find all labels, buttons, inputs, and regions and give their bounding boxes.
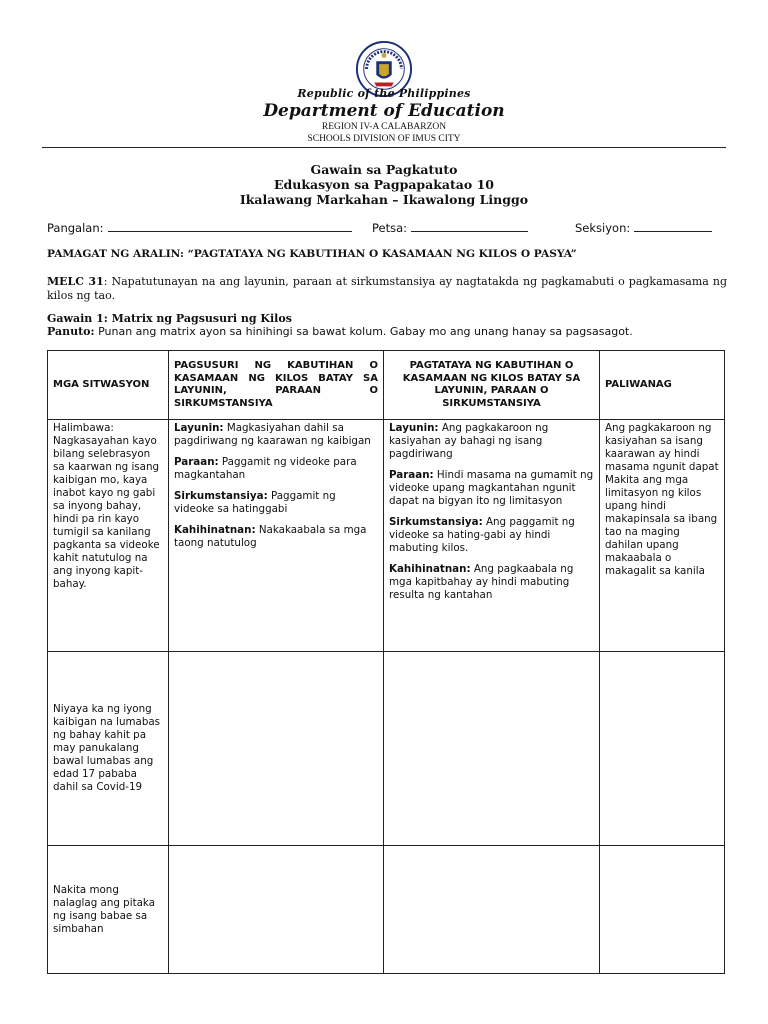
instruction-text: Punan ang matrix ayon sa hinihingi sa bawat kolum. Gabay mo ang unang hanay sa pagsasagot. <box>94 325 633 338</box>
situation-example: Halimbawa: Nagkasayahan kayo bilang selebrasyon sa kaarwan ng isang kaibigan mo, kaya inabot kayo ng gabi sa inyong bahay, hindi pa rin kayo tumigil sa kanilang pagkanta sa videoke kahit natutulog na ang inyong kapit-bahay. <box>48 420 169 652</box>
table-row <box>48 652 725 846</box>
evaluation-sirk-label: Sirkumstansiya: <box>389 516 483 528</box>
situation-3: Nakita mong nalaglag ang pitaka ng isang babae sa simbahan <box>48 846 169 974</box>
table-row <box>48 420 725 652</box>
region-label: REGION IV-A CALABARZON <box>321 122 447 132</box>
subject-title: Edukasyon sa Pagpapakatao 10 <box>274 177 494 192</box>
analysis-layunin: Magkasiyahan dahil sa pagdiriwang ng kaarawan ng kaibigan <box>174 422 371 447</box>
evaluation-paraan: Hindi masama na gumamit ng videoke upang magkantahan ngunit dapat na bigyan ito ng limitasyon <box>389 469 594 507</box>
evaluation-answer-cell[interactable] <box>384 652 600 846</box>
section-blank[interactable] <box>634 221 712 232</box>
analysis-example <box>169 420 384 652</box>
quarter-week-title: Ikalawang Markahan – Ikawalong Linggo <box>239 192 529 207</box>
analysis-answer-cell[interactable] <box>169 652 384 846</box>
date-blank[interactable] <box>411 221 528 232</box>
date-label: Petsa: <box>372 221 408 235</box>
matrix-table <box>47 350 725 974</box>
header-divider <box>42 147 726 148</box>
lesson-title: “PAGTATAYA NG KABUTIHAN O KASAMAAN NG KILOS O PASYA” <box>187 248 577 260</box>
department-title: Department of Education <box>263 101 505 121</box>
analysis-paraan: Paggamit ng videoke para magkantahan <box>174 456 357 481</box>
activity-line <box>47 312 727 325</box>
header-situations: MGA SITWASYON <box>48 351 169 420</box>
lesson-label: PAMAGAT NG ARALIN: <box>47 248 184 260</box>
evaluation-answer-cell[interactable] <box>384 846 600 974</box>
section-label: Seksiyon: <box>575 221 631 235</box>
header-explanation: PALIWANAG <box>600 351 725 420</box>
melc-label: MELC 31 <box>47 275 104 288</box>
instruction-line <box>47 325 727 338</box>
instruction-label: Panuto: <box>47 325 95 338</box>
evaluation-layunin-label: Layunin: <box>389 422 439 434</box>
table-row <box>48 846 725 974</box>
analysis-sirk: Paggamit ng videoke sa hatinggabi <box>174 490 336 515</box>
activity-label: Gawain 1 <box>47 312 104 325</box>
activity-title: : Matrix ng Pagsusuri ng Kilos <box>103 312 292 325</box>
header-evaluation: PAGTATAYA NG KABUTIHAN O KASAMAAN NG KILOS BATAY SA LAYUNIN, PARAAN O SIRKUMSTANSIYA <box>384 351 600 420</box>
name-field[interactable] <box>47 221 352 235</box>
analysis-sirk-label: Sirkumstansiya: <box>174 490 268 502</box>
division-label: SCHOOLS DIVISION OF IMUS CITY <box>307 134 461 144</box>
evaluation-kahi: Ang pagkaabala ng mga kapitbahay ay hindi mabuting resulta ng kantahan <box>389 563 574 601</box>
situation-2: Niyaya ka ng iyong kaibigan na lumabas ng bahay kahit pa may panukalang bawal lumabas ang edad 17 pababa dahil sa Covid-19 <box>48 652 169 846</box>
header-analysis: PAGSUSURI NG KABUTIHAN O KASAMAAN NG KILOS BATAY SA LAYUNIN, PARAAN O SIRKUMSTANSIYA <box>169 351 384 420</box>
analysis-answer-cell[interactable] <box>169 846 384 974</box>
activity-sheet-title: Gawain sa Pagkatuto <box>310 162 458 177</box>
date-field[interactable] <box>372 221 528 235</box>
section-field[interactable] <box>575 221 712 235</box>
evaluation-sirk: Ang paggamit ng videoke sa hating-gabi ay hindi mabuting kilos. <box>389 516 575 554</box>
analysis-kahi: Nakakaabala sa mga taong natutulog <box>174 524 367 549</box>
analysis-layunin-label: Layunin: <box>174 422 224 434</box>
evaluation-kahi-label: Kahihinatnan: <box>389 563 471 575</box>
explanation-example: Ang pagkakaroon ng kasiyahan sa isang kaarawan ay hindi masama ngunit dapat Makita ang mga limitasyon ng kilos upang hindi makapinsala sa ibang tao na maging dahilan upang makaabala o makagalit sa kanila <box>600 420 725 652</box>
evaluation-layunin: Ang pagkakaroon ng kasiyahan ay bahagi ng isang pagdiriwang <box>389 422 549 460</box>
analysis-paraan-label: Paraan: <box>174 456 219 468</box>
lesson-title-line <box>47 248 727 260</box>
republic-label: Republic of the Philippines <box>297 87 471 100</box>
evaluation-paraan-label: Paraan: <box>389 469 434 481</box>
analysis-kahi-label: Kahihinatnan: <box>174 524 256 536</box>
evaluation-example <box>384 420 600 652</box>
melc-paragraph <box>47 275 727 303</box>
explanation-answer-cell[interactable] <box>600 652 725 846</box>
name-blank[interactable] <box>108 221 352 232</box>
explanation-answer-cell[interactable] <box>600 846 725 974</box>
table-header-row <box>48 351 725 420</box>
melc-text: : Napatutunayan na ang layunin, paraan at sirkumstansiya ay nagtatakda ng pagkamabuti o pagkamasama ng kilos ng tao. <box>47 275 727 302</box>
name-label: Pangalan: <box>47 221 104 235</box>
